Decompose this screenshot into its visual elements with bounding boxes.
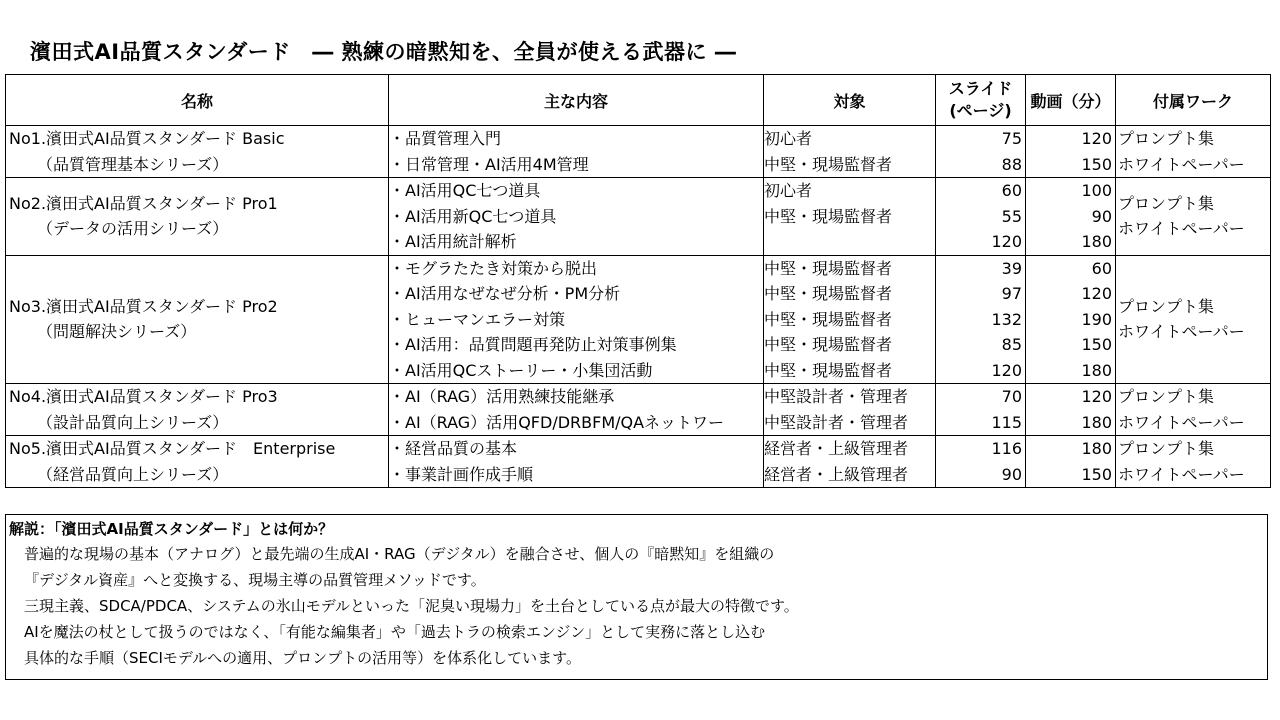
- header-name: 名称: [6, 75, 389, 126]
- table-row: [6, 384, 1271, 436]
- series-name-cell: [6, 178, 389, 256]
- series-subtitle: （品質管理基本シリーズ）: [37, 154, 229, 174]
- header-content: 主な内容: [389, 75, 764, 126]
- video-value: 150: [1081, 464, 1112, 484]
- slides-value: 39: [1001, 258, 1022, 278]
- slides-cell: [936, 126, 1026, 178]
- series-name-cell: [6, 255, 389, 384]
- video-cell: [1026, 178, 1116, 256]
- target-cell: [764, 384, 936, 436]
- content-item: ・AI（RAG）活用QFD/DRBFM/QAネットワー: [389, 412, 725, 432]
- description-line: 三現主義、SDCA/PDCA、システムの氷山モデルといった「泥臭い現場力」を土台としている点が最大の特徴です。: [24, 597, 799, 615]
- work-item: プロンプト集: [1118, 296, 1215, 316]
- table-row: [6, 436, 1271, 488]
- table-row: [6, 178, 1271, 256]
- slides-cell: [936, 384, 1026, 436]
- header-video: 動画（分）: [1026, 75, 1116, 126]
- video-cell: [1026, 255, 1116, 384]
- slides-value: 116: [991, 439, 1022, 458]
- target-item: 中堅・現場監督者: [764, 284, 893, 303]
- description-line: 具体的な手順（SECIモデルへの適用、プロンプトの活用等）を体系化しています。: [24, 649, 581, 667]
- target-item: 経営者・上級管理者: [764, 439, 909, 458]
- work-cell: [1116, 178, 1271, 256]
- slides-value: 132: [991, 309, 1022, 329]
- target-item: 初心者: [764, 129, 813, 148]
- video-value: 120: [1081, 387, 1112, 406]
- target-item: 中堅・現場監督者: [764, 360, 893, 380]
- video-value: 120: [1081, 284, 1112, 303]
- content-item: ・ヒューマンエラー対策: [389, 309, 566, 329]
- series-name: No4.濱田式AI品質スタンダード Pro3: [9, 387, 278, 406]
- work-item: ホワイトペーパー: [1118, 322, 1245, 342]
- series-name: No3.濱田式AI品質スタンダード Pro2: [9, 296, 278, 316]
- description-title: 解説：「濱田式AI品質スタンダード」とは何か？: [9, 520, 334, 538]
- work-item: プロンプト集: [1118, 439, 1215, 458]
- description-box: [5, 514, 1268, 680]
- work-cell: [1116, 436, 1271, 488]
- work-item: プロンプト集: [1118, 387, 1215, 406]
- video-value: 190: [1081, 309, 1112, 329]
- target-item: 中堅・現場監督者: [764, 154, 893, 174]
- table-header-row: [6, 75, 1271, 126]
- video-value: 100: [1081, 181, 1112, 200]
- header-slides-line1: スライド: [948, 79, 1013, 98]
- product-table-wrap: [5, 74, 1271, 488]
- table-row: [6, 126, 1271, 178]
- content-item: ・AI（RAG）活用熟練技能継承: [389, 387, 615, 406]
- video-value: 180: [1081, 232, 1112, 251]
- target-item: 中堅・現場監督者: [764, 309, 893, 329]
- description-line: 普遍的な現場の基本（アナログ）と最先端の生成AI・RAG（デジタル）を融合させ、個人の『暗黙知』を組織の: [24, 545, 775, 563]
- target-cell: [764, 178, 936, 256]
- content-item: ・事業計画作成手順: [389, 464, 534, 484]
- video-cell: [1026, 436, 1116, 488]
- content-cell: [389, 178, 764, 256]
- work-item: ホワイトペーパー: [1118, 412, 1245, 432]
- slides-value: 85: [1001, 335, 1022, 354]
- video-value: 90: [1091, 206, 1112, 226]
- slides-cell: [936, 255, 1026, 384]
- video-value: 180: [1081, 412, 1112, 432]
- target-item: 初心者: [764, 181, 813, 200]
- series-name: No5.濱田式AI品質スタンダード Enterprise: [9, 439, 336, 458]
- slides-value: 75: [1001, 129, 1022, 148]
- header-slides: [936, 75, 1026, 126]
- slides-value: 120: [991, 232, 1022, 251]
- work-cell: [1116, 126, 1271, 178]
- series-name: No2.濱田式AI品質スタンダード Pro1: [9, 193, 278, 213]
- series-subtitle: （設計品質向上シリーズ）: [37, 412, 229, 432]
- content-item: ・日常管理・AI活用4M管理: [389, 154, 589, 174]
- target-cell: [764, 255, 936, 384]
- series-subtitle: （経営品質向上シリーズ）: [37, 464, 229, 484]
- slides-cell: [936, 178, 1026, 256]
- work-item: ホワイトペーパー: [1118, 464, 1245, 484]
- header-target: 対象: [764, 75, 936, 126]
- content-item: ・AI活用：品質問題再発防止対策事例集: [389, 335, 677, 354]
- page-title: 濱田式AI品質スタンダード ― 熟練の暗黙知を、全員が使える武器に ―: [30, 40, 737, 64]
- work-cell: [1116, 384, 1271, 436]
- video-cell: [1026, 384, 1116, 436]
- work-item: プロンプト集: [1118, 193, 1215, 213]
- series-subtitle: （問題解決シリーズ）: [37, 322, 197, 342]
- content-item: ・品質管理入門: [389, 129, 502, 148]
- slides-value: 55: [1001, 206, 1022, 226]
- content-cell: [389, 436, 764, 488]
- slides-value: 70: [1001, 387, 1022, 406]
- content-cell: [389, 255, 764, 384]
- target-item: 経営者・上級管理者: [764, 464, 909, 484]
- target-item: 中堅設計者・管理者: [764, 412, 909, 432]
- content-item: ・AI活用QCストーリー・小集団活動: [389, 360, 653, 380]
- slides-value: 88: [1001, 154, 1022, 174]
- content-item: ・モグラたたき対策から脱出: [389, 258, 598, 278]
- target-cell: [764, 436, 936, 488]
- target-item: 中堅・現場監督者: [764, 206, 893, 226]
- series-name-cell: [6, 126, 389, 178]
- content-cell: [389, 384, 764, 436]
- content-item: ・AI活用QC七つ道具: [389, 181, 541, 200]
- slides-value: 115: [991, 412, 1022, 432]
- target-cell: [764, 126, 936, 178]
- content-item: ・AI活用新QC七つ道具: [389, 206, 557, 226]
- video-value: 120: [1081, 129, 1112, 148]
- header-work: 付属ワーク: [1116, 75, 1271, 126]
- work-item: ホワイトペーパー: [1118, 154, 1245, 174]
- series-name-cell: [6, 384, 389, 436]
- video-value: 150: [1081, 154, 1112, 174]
- content-item: ・AI活用なぜなぜ分析・PM分析: [389, 284, 621, 303]
- series-name: No1.濱田式AI品質スタンダード Basic: [9, 129, 285, 148]
- video-value: 60: [1091, 258, 1112, 278]
- video-value: 150: [1081, 335, 1112, 354]
- slides-value: 90: [1001, 464, 1022, 484]
- header-slides-line2: (ページ): [949, 101, 1012, 120]
- target-item: 中堅設計者・管理者: [764, 387, 909, 406]
- description-line: 『デジタル資産』へと変換する、現場主導の品質管理メソッドです。: [24, 571, 486, 589]
- content-item: ・AI活用統計解析: [389, 232, 517, 251]
- series-name-cell: [6, 436, 389, 488]
- content-cell: [389, 126, 764, 178]
- video-value: 180: [1081, 360, 1112, 380]
- video-value: 180: [1081, 439, 1112, 458]
- slides-value: 97: [1001, 284, 1022, 303]
- product-table: [5, 74, 1271, 488]
- table-row: [6, 255, 1271, 384]
- series-subtitle: （データの活用シリーズ）: [37, 219, 229, 239]
- content-item: ・経営品質の基本: [389, 439, 518, 458]
- work-cell: [1116, 255, 1271, 384]
- slides-value: 120: [991, 360, 1022, 380]
- target-item: 中堅・現場監督者: [764, 335, 893, 354]
- work-item: ホワイトペーパー: [1118, 219, 1245, 239]
- description-line: AIを魔法の杖として扱うのではなく、「有能な編集者」や「過去トラの検索エンジン」として実務に落とし込む: [24, 623, 766, 641]
- slides-cell: [936, 436, 1026, 488]
- target-item: [764, 229, 935, 255]
- target-item: 中堅・現場監督者: [764, 258, 893, 278]
- slides-value: 60: [1001, 181, 1022, 200]
- video-cell: [1026, 126, 1116, 178]
- work-item: プロンプト集: [1118, 129, 1215, 148]
